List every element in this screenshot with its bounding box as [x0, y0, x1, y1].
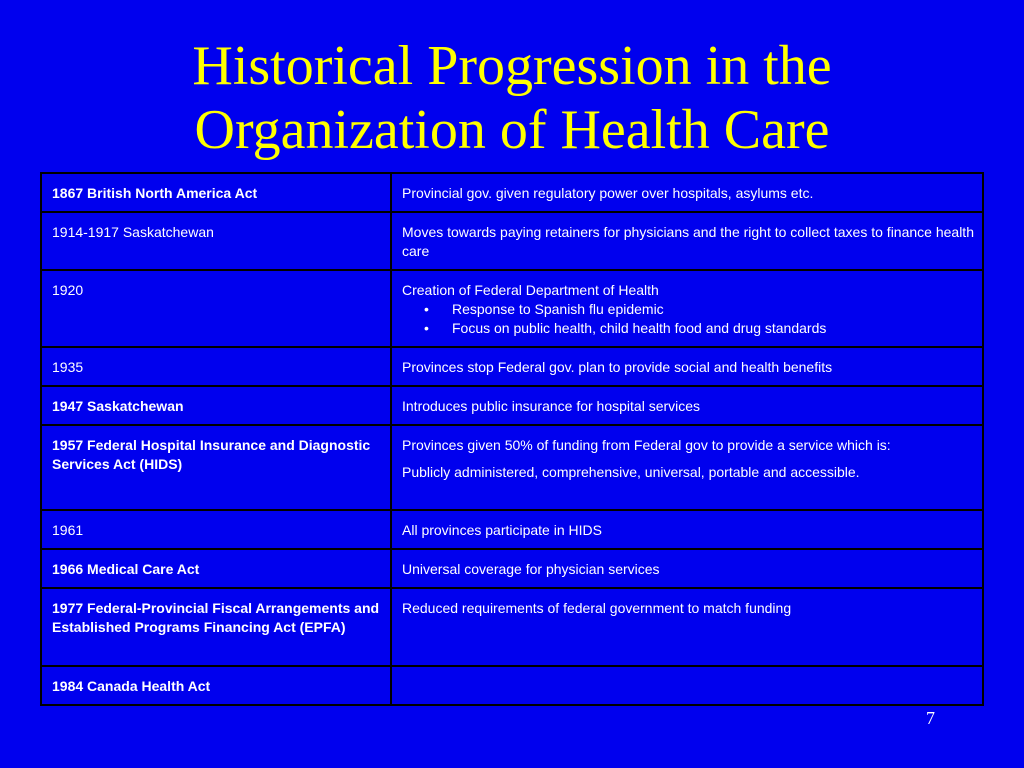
slide-title — [0, 34, 1024, 162]
event-cell: 1935 — [41, 347, 391, 386]
event-cell: 1867 British North America Act — [41, 173, 391, 212]
table-row — [41, 173, 983, 212]
description-cell: Provincial gov. given regulatory power over hospitals, asylums etc. — [391, 173, 983, 212]
description-cell: All provinces participate in HIDS — [391, 510, 983, 549]
event-cell: 1920 — [41, 270, 391, 347]
event-cell: 1914-1917 Saskatchewan — [41, 212, 391, 270]
table-row — [41, 212, 983, 270]
table-row — [41, 666, 983, 705]
description-cell — [391, 666, 983, 705]
description-text: Creation of Federal Department of Health — [402, 282, 659, 298]
description-text: Provinces given 50% of funding from Federal gov to provide a service which is: — [402, 437, 891, 453]
table-row — [41, 588, 983, 666]
event-cell: 1947 Saskatchewan — [41, 386, 391, 425]
table-row — [41, 549, 983, 588]
description-cell: Universal coverage for physician services — [391, 549, 983, 588]
description-cell: Provinces stop Federal gov. plan to provide social and health benefits — [391, 347, 983, 386]
event-cell: 1977 Federal-Provincial Fiscal Arrangements and Established Programs Financing Act (EPFA) — [41, 588, 391, 666]
table-row — [41, 386, 983, 425]
bullet-item: • Focus on public health, child health food and drug standards — [424, 319, 974, 338]
page-number: 7 — [926, 708, 935, 728]
description-text-2: Publicly administered, comprehensive, universal, portable and accessible. — [402, 464, 860, 480]
description-cell: Moves towards paying retainers for physicians and the right to collect taxes to finance health care — [391, 212, 983, 270]
slide-title-line-1: Historical Progression in the — [192, 35, 832, 97]
event-cell: 1961 — [41, 510, 391, 549]
bullet-list — [402, 300, 974, 338]
table-row — [41, 270, 983, 347]
description-cell — [391, 425, 983, 510]
event-cell: 1966 Medical Care Act — [41, 549, 391, 588]
table-row — [41, 425, 983, 510]
description-cell: Reduced requirements of federal government to match funding — [391, 588, 983, 666]
event-cell: 1984 Canada Health Act — [41, 666, 391, 705]
table-row — [41, 347, 983, 386]
description-cell: Introduces public insurance for hospital services — [391, 386, 983, 425]
slide-title-line-2: Organization of Health Care — [194, 99, 830, 161]
event-cell: 1957 Federal Hospital Insurance and Diagnostic Services Act (HIDS) — [41, 425, 391, 510]
description-cell — [391, 270, 983, 347]
bullet-item: • Response to Spanish flu epidemic — [424, 300, 974, 319]
table-row — [41, 510, 983, 549]
timeline-table — [40, 172, 984, 706]
